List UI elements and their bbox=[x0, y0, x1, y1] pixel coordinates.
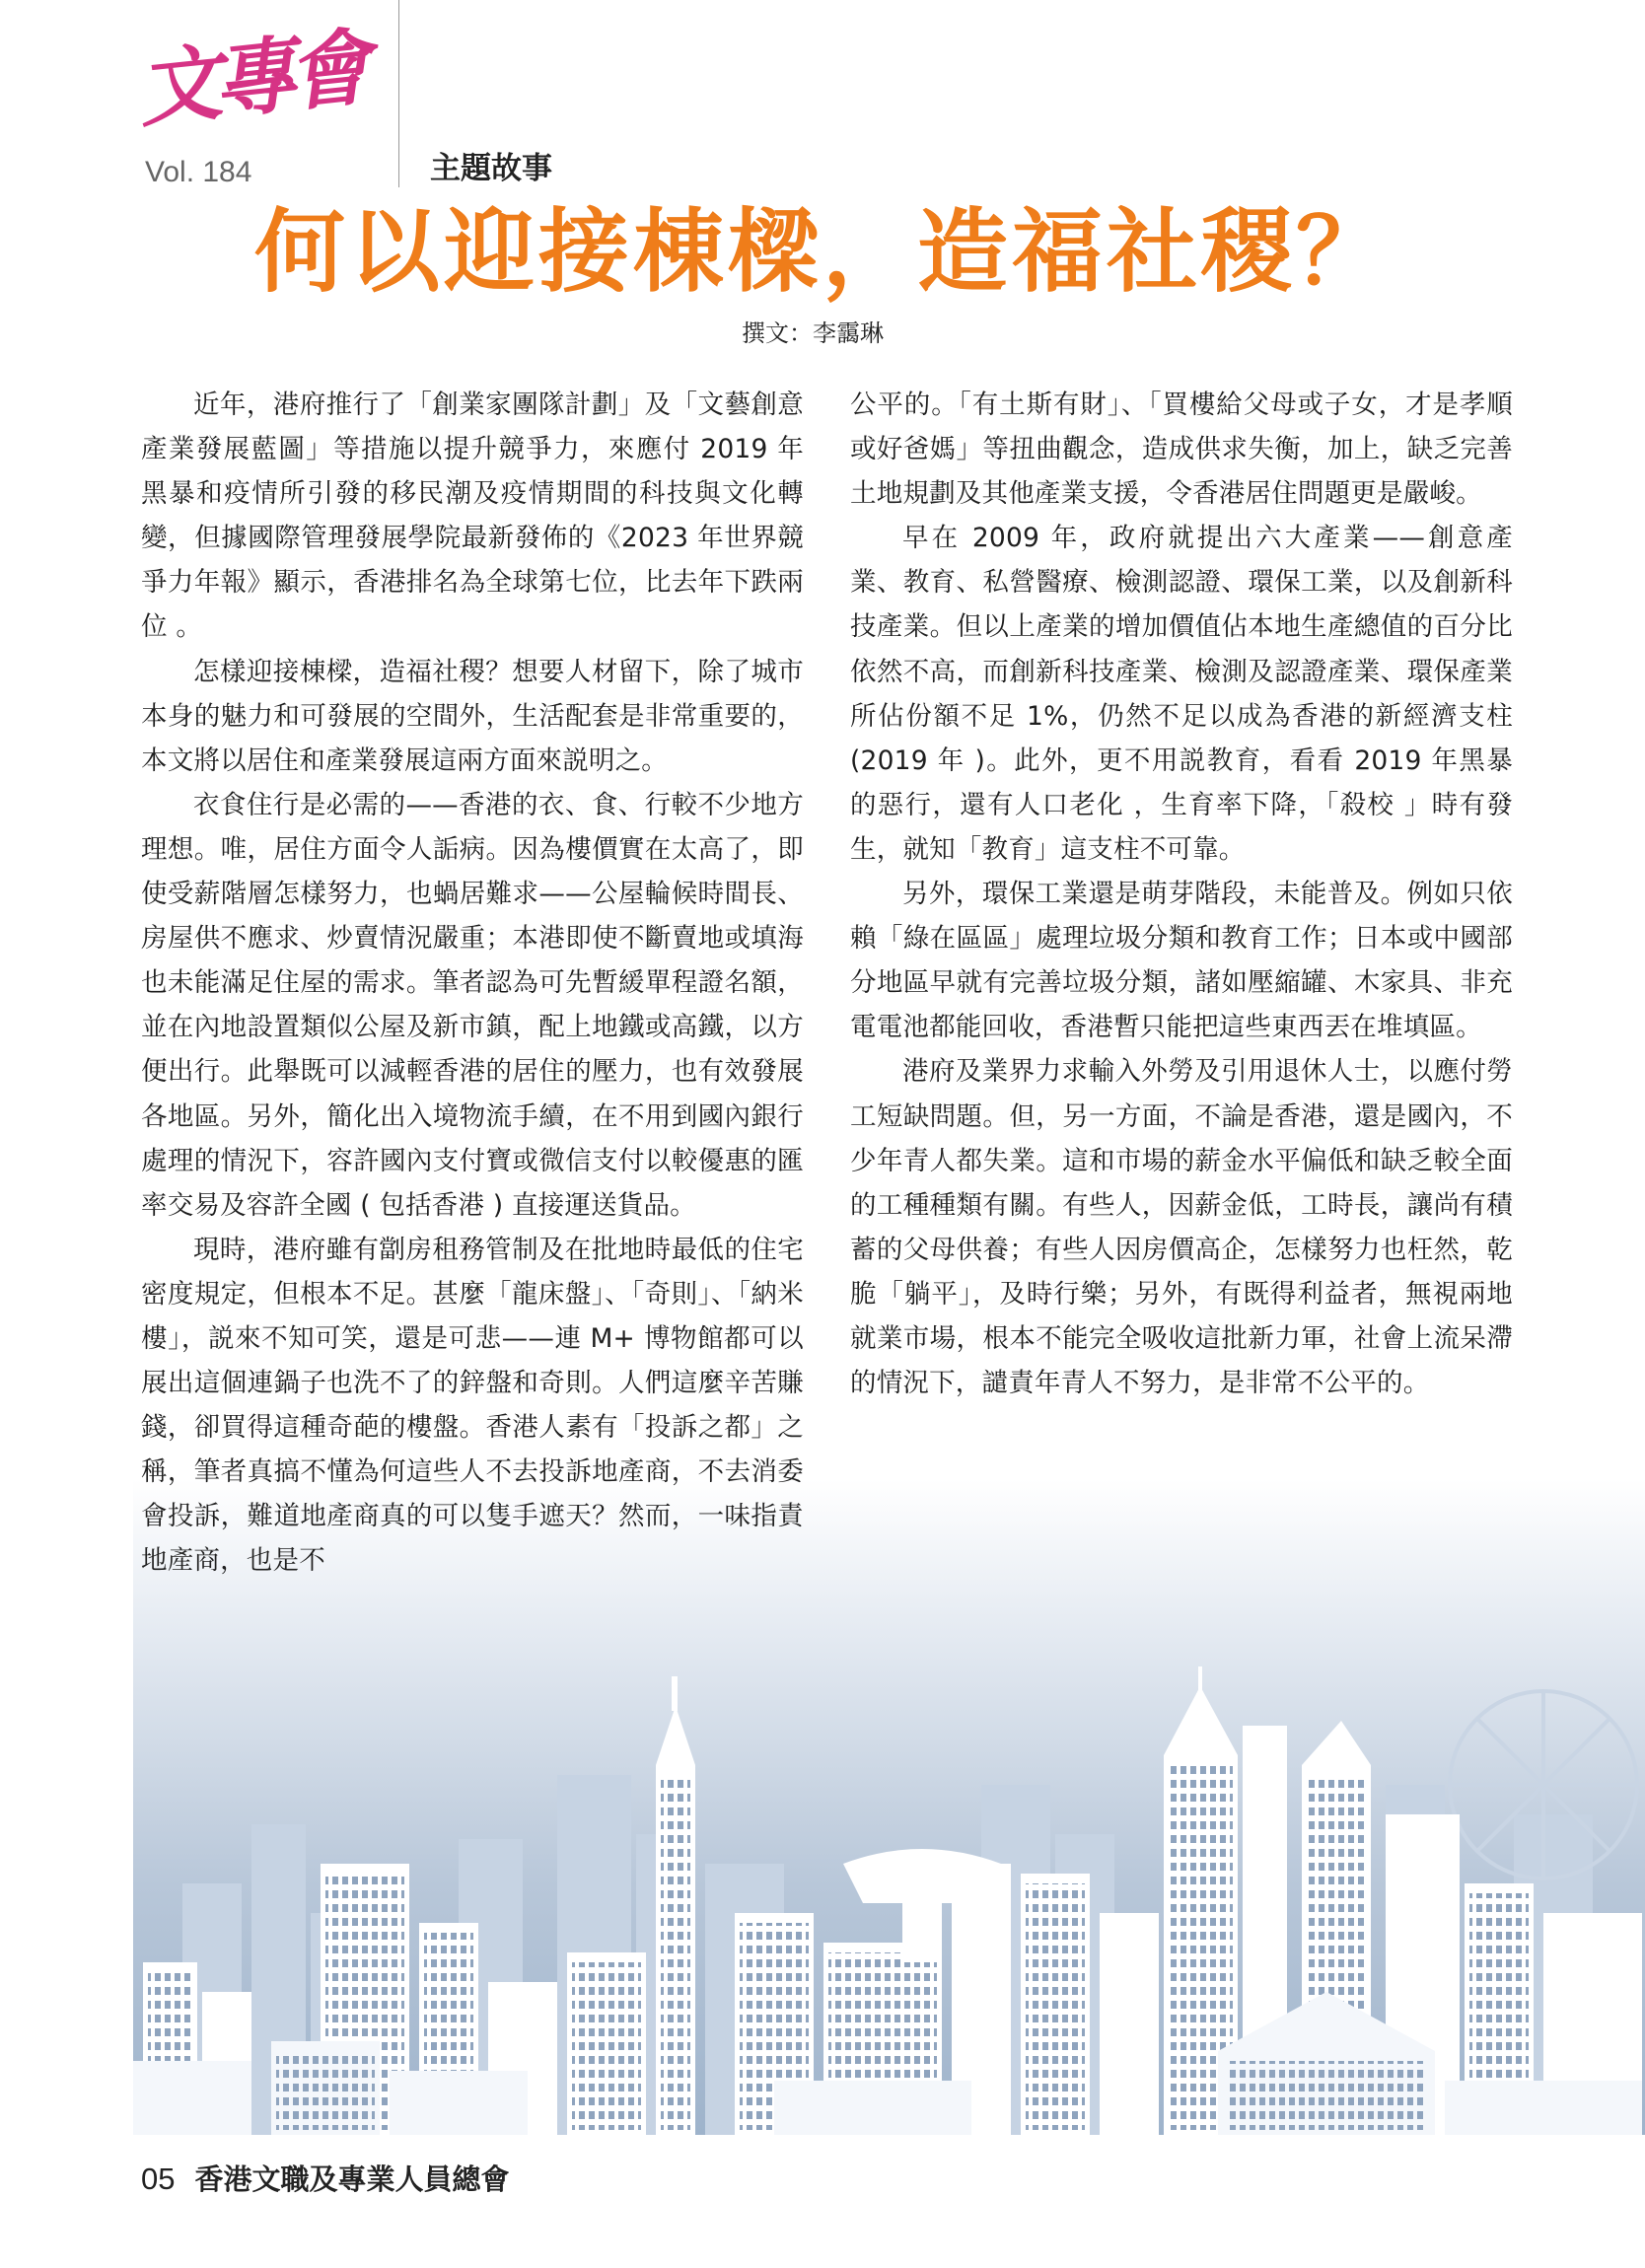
organization-name: 香港文職及專業人員總會 bbox=[194, 2162, 510, 2196]
article-column-left bbox=[141, 383, 804, 1584]
article-column-right bbox=[850, 383, 1513, 1405]
section-label: 主題故事 bbox=[430, 151, 552, 186]
paragraph: 港府及業界力求輸入外勞及引用退休人士，以應付勞工短缺問題。但，另一方面，不論是香港，還是國內，不少年青人都失業。這和市場的薪金水平偏低和缺乏較全面的工種種類有關。有些人，因薪金低，工時長，讓尚有積蓄的父母供養；有些人因房價高企，怎樣努力也枉然，乾脆「躺平」，及時行樂；另外，有既得利益者，無視兩地就業市場，根本不能完全吸收這批新力軍，社會上流呆滯的情況下，譴責年青人不努力，是非常不公平的。 bbox=[850, 1056, 1513, 1399]
paragraph: 另外，環保工業還是萌芽階段，未能普及。例如只依賴「綠在區區」處理垃圾分類和教育工作；日本或中國部分地區早就有完善垃圾分類，諸如壓縮罐、木家具、非充電電池都能回收，香港暫只能把這些東西丟在堆填區。 bbox=[850, 879, 1513, 1043]
page-number: 05 bbox=[141, 2162, 176, 2196]
article-title: 何以迎接棟樑，造福社稷？ bbox=[253, 199, 1391, 305]
article-byline: 撰文：李靄琳 bbox=[742, 319, 884, 347]
city-skyline-illustration bbox=[133, 1666, 1645, 2135]
volume-number: Vol. 184 bbox=[145, 156, 252, 188]
paragraph: 衣食住行是必需的——香港的衣、食、行較不少地方理想。唯，居住方面令人詬病。因為樓價實在太高了，即使受薪階層怎樣努力，也蝸居難求——公屋輪候時間長、房屋供不應求、炒賣情況嚴重；本港即使不斷賣地或填海也未能滿足住屋的需求。筆者認為可先暫緩單程證名額，並在內地設置類似公屋及新市鎮，配上地鐵或高鐵，以方便出行。此舉既可以減輕香港的居住的壓力，也有效發展各地區。另外，簡化出入境物流手續，在不用到國內銀行處理的情況下，容許國內支付寶或微信支付以較優惠的匯率交易及容許全國 ( 包括香港 ) 直接運送貨品。 bbox=[141, 789, 804, 1221]
paragraph: 近年，港府推行了「創業家團隊計劃」及「文藝創意產業發展藍圖」等措施以提升競爭力，來應付 2019 年黑暴和疫情所引發的移民潮及疫情期間的科技與文化轉變，但據國際管理發展學院最新發佈的《2023 年世界競爭力年報》顯示，香港排名為全球第七位，比去年下跌兩位 。 bbox=[141, 390, 804, 643]
magazine-logo: 文專會 bbox=[133, 18, 368, 139]
paragraph: 怎樣迎接棟樑，造福社稷？想要人材留下，除了城市本身的魅力和可發展的空間外，生活配套是非常重要的，本文將以居住和產業發展這兩方面來説明之。 bbox=[141, 656, 804, 776]
paragraph: 公平的。「有土斯有財」、「買樓給父母或子女，才是孝順或好爸媽」等扭曲觀念，造成供求失衡，加上，缺乏完善土地規劃及其他產業支援，令香港居住問題更是嚴峻。 bbox=[850, 390, 1513, 510]
masthead-divider bbox=[398, 0, 399, 187]
paragraph: 現時，港府雖有劏房租務管制及在批地時最低的住宅密度規定，但根本不足。甚麼「龍床盤」、「奇則」、「納米樓」，説來不知可笑，還是可悲——連 M+ 博物館都可以展出這個連鍋子也洗不了的鋅盤和奇則。人們這麼辛苦賺錢，卻買得這種奇葩的樓盤。香港人素有「投訴之都」之稱，筆者真搞不懂為何這些人不去投訴地產商，不去消委會投訴，難道地產商真的可以隻手遮天？然而，一味指責地產商，也是不 bbox=[141, 1234, 804, 1577]
page-footer bbox=[141, 2158, 510, 2198]
paragraph: 早在 2009 年，政府就提出六大產業——創意產業、教育、私營醫療、檢測認證、環保工業，以及創新科技產業。但以上產業的增加價值佔本地生產總值的百分比依然不高，而創新科技產業、檢測及認證產業、環保產業所佔份額不足 1%，仍然不足以成為香港的新經濟支柱 (2019 年 )。此外，更不用説教育，看看 2019 年黑暴的惡行，還有人口老化 ，生育率下降，「殺校 」時有發生，就知「教育」這支柱不可靠。 bbox=[850, 523, 1513, 865]
